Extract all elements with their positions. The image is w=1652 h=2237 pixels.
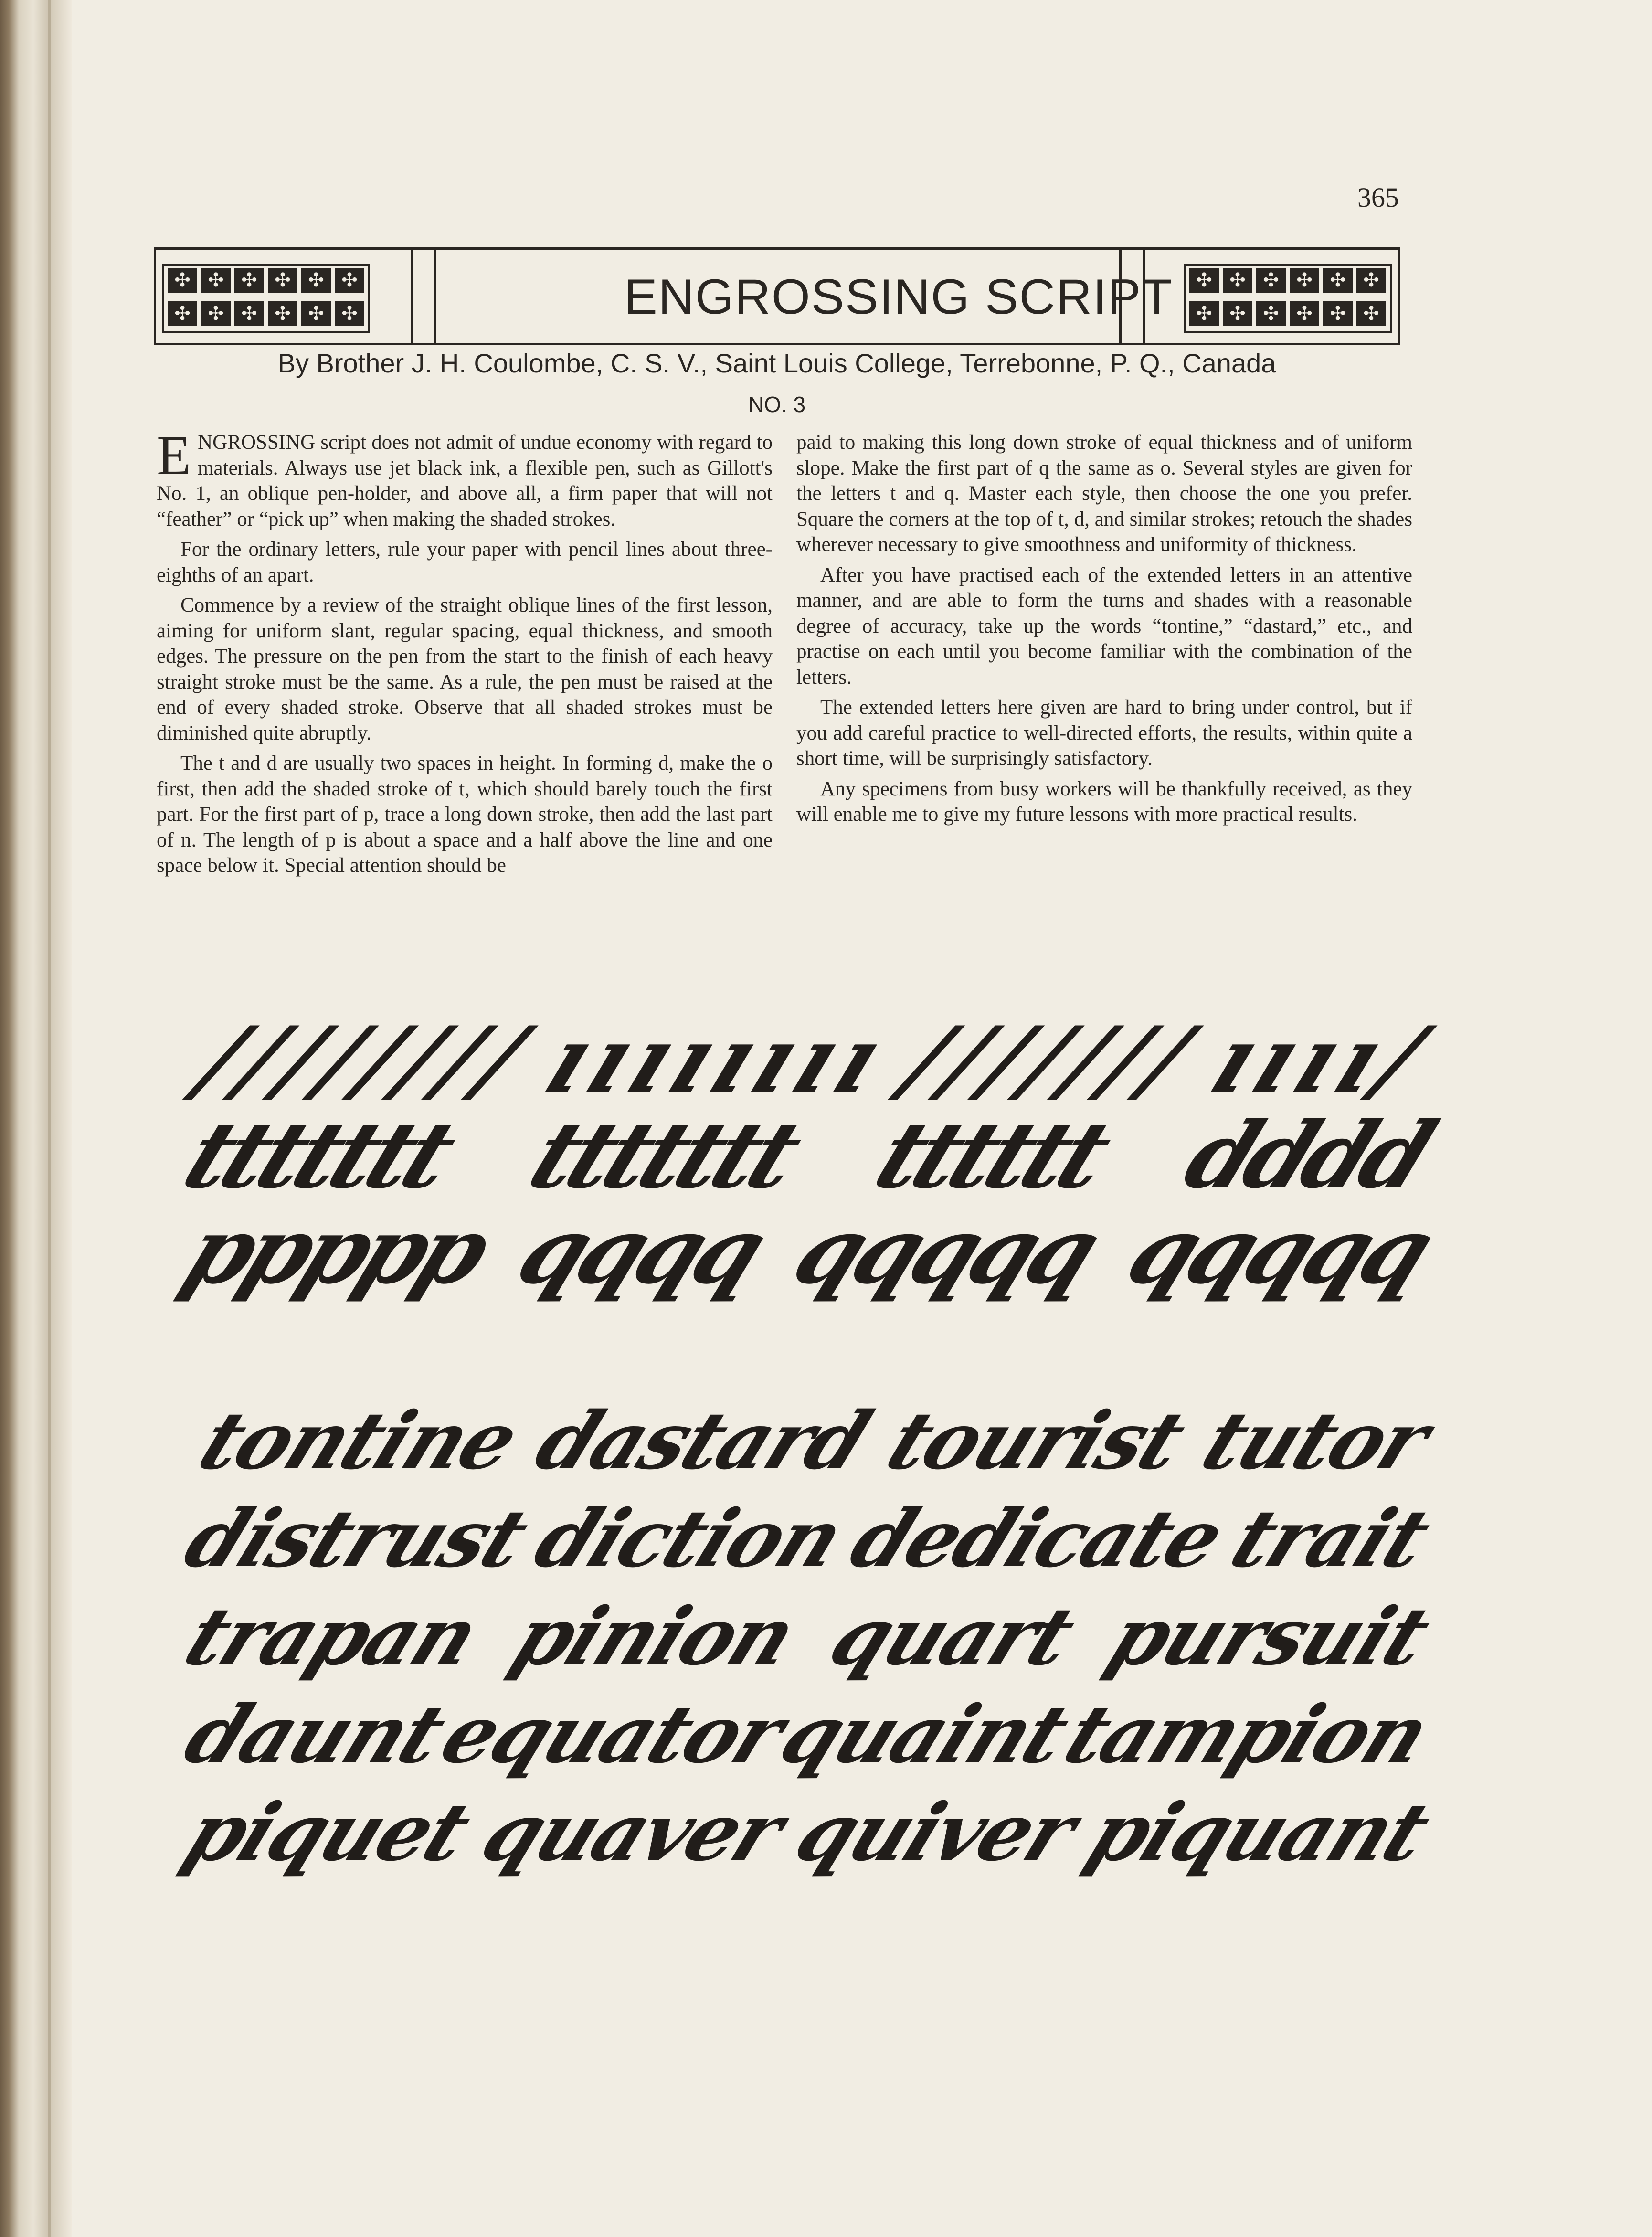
article-paragraph: For the ordinary letters, rule your paper with pencil lines about three-eighths of an apart. xyxy=(157,538,773,586)
word-row xyxy=(171,1490,1443,1588)
word-row xyxy=(171,1588,1443,1686)
article-paragraph: Commence by a review of the straight oblique lines of the first lesson, aiming for uniform slant, regular spacing, equal thickness, and smooth edges. The pressure on the pen from the start to the finish of each heavy straight stroke must be the same. As a rule, the pen must be raised at the end of every shaded stroke. Observe that all shaded strokes must be diminished quite abruptly. xyxy=(157,594,773,744)
drill-row xyxy=(169,1198,1445,1304)
title-banner xyxy=(154,247,1400,345)
drill-specimen: ttttttt xyxy=(169,1102,466,1209)
word-specimen: trait xyxy=(1218,1492,1442,1585)
word-specimen: quiver xyxy=(783,1786,1089,1878)
article-column-right xyxy=(796,430,1412,832)
article-paragraph: The extended letters here given are hard to bring under control, but if you add careful practice to well-directed efforts, the results, within quite a short time, will be surprisingly satisfactory. xyxy=(796,696,1412,770)
article-paragraph: ENGROSSING script does not admit of undue economy with regard to materials. Always use jet black ink, a flexible pen, such as Gillott's No. 1, an oblique pen-holder, and above all, a firm paper that will not “feather” or “pick up” when making the shaded strokes. xyxy=(157,424,773,530)
word-specimen: pinion xyxy=(500,1590,808,1683)
script-specimens xyxy=(169,1007,1445,1881)
drill-specimen: ıııııııı xyxy=(531,1007,904,1113)
drill-specimen: ppppp xyxy=(169,1198,501,1304)
word-specimen: quart xyxy=(817,1590,1087,1683)
article-paragraph: Any specimens from busy workers will be thankfully received, as they will enable me to give my future lessons with more practical results. xyxy=(796,777,1412,826)
word-specimen: tutor xyxy=(1189,1394,1442,1487)
word-specimen: diction xyxy=(522,1492,856,1585)
drop-cap: E xyxy=(157,424,191,487)
drill-specimen: qqqqq xyxy=(1112,1198,1445,1304)
word-specimen: piquet xyxy=(172,1786,482,1878)
word-specimen: equator xyxy=(428,1688,797,1781)
drill-specimen: tttttt xyxy=(861,1102,1122,1209)
book-gutter xyxy=(0,0,72,2237)
banner-ornament-right xyxy=(1184,264,1392,333)
word-specimen: dedicate xyxy=(838,1492,1236,1585)
word-specimen: tampion xyxy=(1052,1688,1442,1781)
word-specimen: dastard xyxy=(523,1394,882,1487)
lesson-number: NO. 3 xyxy=(748,392,806,417)
drill-specimen: qqqq xyxy=(503,1198,777,1304)
page-number: 365 xyxy=(1357,182,1399,213)
banner-ornament-left xyxy=(162,264,370,333)
word-specimen: tourist xyxy=(874,1394,1197,1487)
drill-row xyxy=(184,1007,1445,1113)
banner-rule xyxy=(434,250,436,343)
word-row xyxy=(186,1392,1443,1490)
word-specimen: distrust xyxy=(172,1492,540,1585)
article-paragraph: After you have practised each of the extended letters in an attentive manner, and are able to form the turns and shades with a reasonable degree of accuracy, take up the words “tontine,” “dastard,” etc., and practise on each until you become familiar with the combination of the letters. xyxy=(796,563,1412,689)
word-specimens xyxy=(172,1392,1442,1881)
banner-rule xyxy=(411,250,413,343)
drill-specimen: qqqqq xyxy=(779,1198,1111,1304)
drill-row xyxy=(169,1102,1445,1209)
word-specimen: piquant xyxy=(1075,1786,1442,1878)
word-specimen: tontine xyxy=(187,1394,531,1487)
drill-specimens xyxy=(169,1007,1445,1304)
drill-specimen: ttttttt xyxy=(515,1102,812,1209)
drill-specimen: dddd xyxy=(1170,1102,1445,1209)
word-specimen: trapan xyxy=(172,1590,491,1683)
word-specimen: pursuit xyxy=(1095,1590,1442,1683)
article-title: ENGROSSING SCRIPT xyxy=(624,269,1173,325)
adjacent-page-edge xyxy=(48,0,51,2237)
article-column-left xyxy=(157,424,773,883)
author-byline: By Brother J. H. Coulombe, C. S. V., Saint Louis College, Terrebonne, P. Q., Canada xyxy=(277,348,1276,378)
word-row xyxy=(171,1686,1443,1783)
drill-specimen: ıııı/ xyxy=(1197,1007,1445,1113)
word-row xyxy=(171,1783,1443,1881)
article-paragraph: The t and d are usually two spaces in height. In forming d, make the o first, then add the shaded stroke of t, which should barely touch the first part. For the first part of p, trace a long down stroke, then add the last part of n. The length of p is about a space and a half above the line and one space below it. Special attention should be xyxy=(157,752,773,877)
drill-specimen: /////// xyxy=(889,1007,1211,1113)
word-specimen: daunt xyxy=(172,1688,457,1781)
word-specimen: quaint xyxy=(768,1688,1081,1781)
article-paragraph: paid to making this long down stroke of equal thickness and of uniform slope. Make the first part of q the same as o. Several styles are given for the letters t and q. Master each style, then choose the one you prefer. Square the corners at the top of t, d, and similar strokes; retouch the shades wherever necessary to give smoothness and uniformity of thickness. xyxy=(796,431,1412,556)
drill-specimen: //////// xyxy=(184,1007,546,1113)
word-specimen: quaver xyxy=(469,1786,796,1878)
